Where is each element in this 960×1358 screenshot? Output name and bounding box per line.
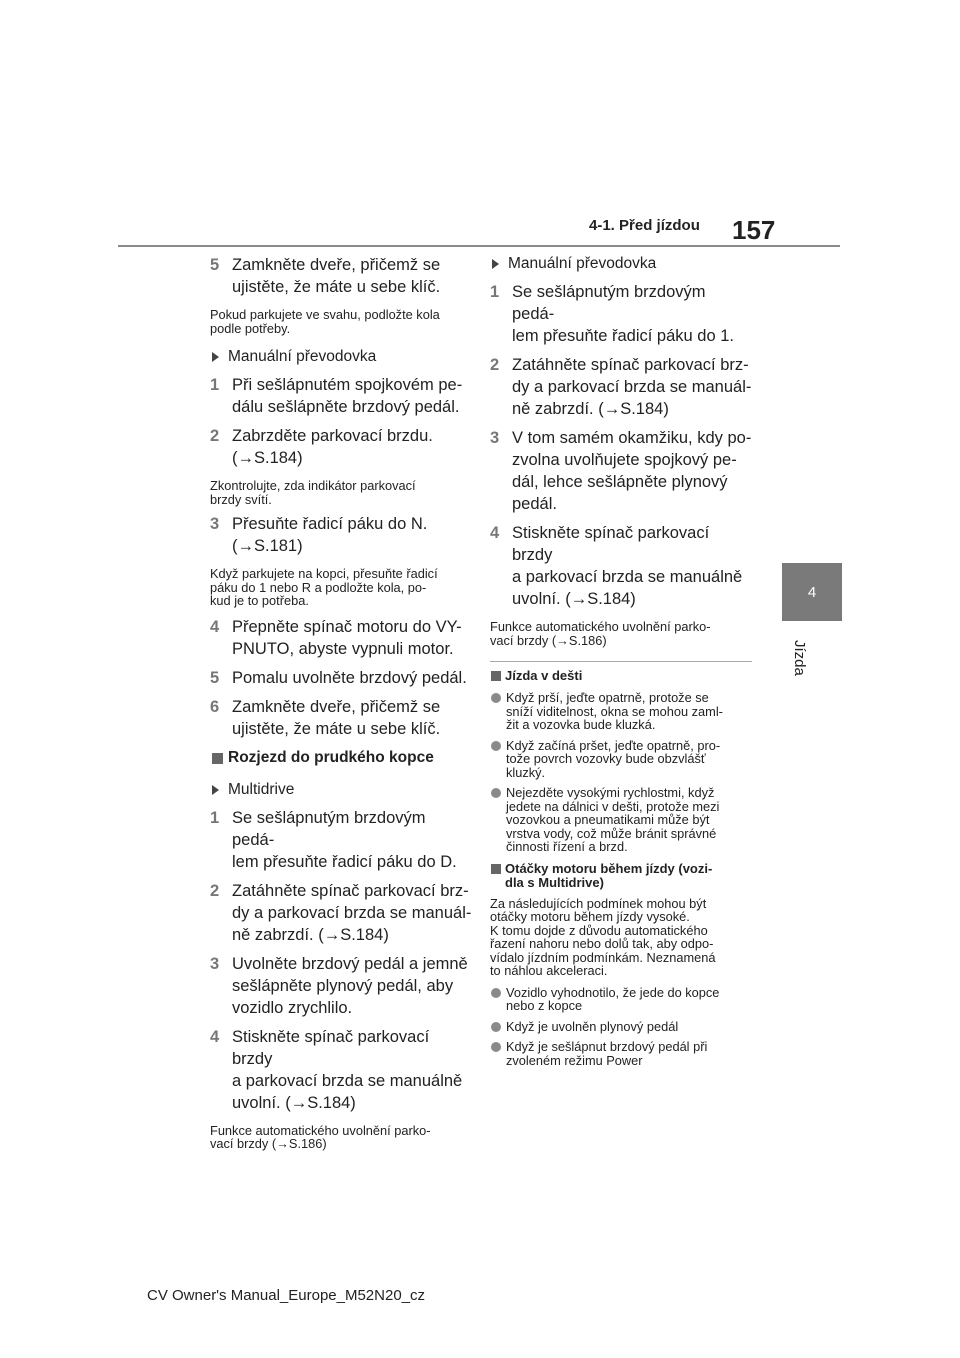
- footer-text: CV Owner's Manual_Europe_M52N20_cz: [147, 1287, 426, 1304]
- circle-bullet-icon: [491, 693, 501, 703]
- step-number: 4: [210, 1027, 220, 1046]
- step: [490, 522, 752, 610]
- circle-bullet-icon: [491, 741, 501, 751]
- note-line: Když parkujete na kopci, přesuňte řadicí: [210, 566, 438, 581]
- step-number: 1: [210, 376, 220, 394]
- step-line: uvolní. (→S.184): [232, 1093, 356, 1112]
- step-number: 6: [210, 697, 220, 716]
- bullet-line: Když je uvolněn plynový pedál: [506, 1018, 679, 1034]
- step-line: Se sešlápnutým brzdovým pedá-: [512, 283, 706, 323]
- step-line: lem přesuňte řadicí páku do D.: [232, 852, 457, 871]
- note-line: brzdy svítí.: [210, 491, 272, 507]
- step-line: (→S.181): [232, 537, 303, 555]
- section-heading: [210, 748, 472, 768]
- step-line: PNUTO, abyste vypnuli motor.: [232, 639, 454, 658]
- note-line: Funkce automatického uvolnění parko-: [490, 619, 711, 634]
- step-line: dy a parkovací brzda se manuál-: [232, 903, 472, 922]
- bullet-line: Když je sešlápnut brzdový pedál při: [506, 1039, 708, 1054]
- step-number: 1: [210, 808, 220, 827]
- note: [210, 1124, 472, 1151]
- chapter-tab-number: 4: [807, 583, 817, 601]
- note: [210, 567, 472, 608]
- step-number: 1: [490, 283, 500, 301]
- step: [210, 696, 472, 740]
- bullet-item: [490, 1020, 752, 1034]
- step-number: 4: [210, 617, 220, 636]
- step-line: Uvolněte brzdový pedál a jemně: [232, 954, 468, 973]
- bullet-item: [490, 986, 752, 1013]
- step: [210, 374, 472, 418]
- step-line: lem přesuňte řadicí páku do 1.: [512, 327, 734, 345]
- step: [210, 953, 472, 1019]
- note-line: Funkce automatického uvolnění parko-: [210, 1122, 431, 1138]
- step-number: 4: [490, 524, 500, 542]
- bullet-line: sníží viditelnost, okna se mohou zaml-: [506, 703, 723, 719]
- circle-bullet-icon: [491, 1022, 501, 1032]
- note-line: kud je to potřeba.: [210, 593, 309, 608]
- subsection-text: Manuální převodovka: [228, 348, 377, 365]
- subsection-label: [210, 780, 472, 800]
- step-line: pedál.: [512, 495, 557, 513]
- step-line: sešlápněte plynový pedál, aby: [232, 976, 454, 995]
- paragraph-line: Za následujících podmínek mohou být: [490, 895, 707, 911]
- step-line: dál, lehce sešlápněte plynový: [512, 473, 728, 491]
- step-number: 3: [210, 515, 220, 533]
- step-line: ně zabrzdí. (→S.184): [512, 400, 669, 418]
- bullet-line: Když začíná pršet, jeďte opatrně, pro-: [506, 737, 721, 753]
- circle-bullet-icon: [491, 788, 501, 798]
- step-line: ně zabrzdí. (→S.184): [232, 925, 389, 944]
- bullet-item: [490, 691, 752, 732]
- step-line: uvolní. (→S.184): [512, 590, 636, 608]
- step: [210, 254, 472, 298]
- step: [490, 281, 752, 347]
- square-bullet-icon: [491, 671, 501, 681]
- step: [210, 513, 472, 557]
- step-number: 2: [490, 356, 500, 374]
- step-line: a parkovací brzda se manuálně: [512, 568, 743, 586]
- note-line: vací brzdy (→S.186): [490, 632, 607, 648]
- section-heading-text: Rozjezd do prudkého kopce: [228, 748, 434, 766]
- paragraph: [490, 897, 752, 978]
- step: [490, 354, 752, 420]
- bullet-line: tože povrch vozovky bude obzvlášť: [506, 751, 706, 766]
- step: [210, 425, 472, 469]
- note-line: Zkontrolujte, zda indikátor parkovací: [210, 478, 416, 493]
- bullet-item: [490, 786, 752, 854]
- subsection-label: [210, 347, 472, 367]
- circle-bullet-icon: [491, 988, 501, 998]
- step-line: a parkovací brzda se manuálně: [232, 1071, 463, 1090]
- paragraph-line: otáčky motoru během jízdy vysoké.: [490, 909, 690, 924]
- bullet-line: zvoleném režimu Power: [506, 1052, 643, 1068]
- section-divider: [490, 661, 752, 662]
- step-number: 5: [210, 256, 220, 274]
- subsection-text: Manuální převodovka: [508, 255, 657, 272]
- paragraph-line: to náhlou akceleraci.: [490, 963, 608, 978]
- step-number: 2: [210, 427, 220, 445]
- section-heading-text: Otáčky motoru během jízdy (vozi-: [505, 860, 713, 876]
- bullet-line: Když prší, jeďte opatrně, protože se: [506, 690, 709, 705]
- bullet-line: Vozidlo vyhodnotilo, že jede do kopce: [506, 984, 720, 1000]
- step-line: Zatáhněte spínač parkovací brz-: [232, 881, 469, 900]
- step: [210, 616, 472, 660]
- bullet-line: kluzký.: [506, 764, 546, 780]
- step-line: ujistěte, že máte u sebe klíč.: [232, 278, 441, 296]
- step-number: 3: [210, 954, 220, 973]
- step-line: Se sešlápnutým brzdovým pedá-: [232, 808, 426, 849]
- step-line: Stiskněte spínač parkovací brzdy: [232, 1027, 430, 1068]
- step-line: Zamkněte dveře, přičemž se: [232, 697, 441, 716]
- note: [210, 479, 472, 506]
- step-number: 5: [210, 668, 220, 687]
- step: [210, 807, 472, 873]
- paragraph-line: řazení nahoru nebo dolů tak, aby odpo-: [490, 936, 714, 951]
- note: [210, 308, 472, 335]
- note-line: podle potřeby.: [210, 320, 291, 336]
- step: [210, 1026, 472, 1114]
- step-line: Zabrzděte parkovací brzdu.: [232, 427, 433, 445]
- step-line: Zatáhněte spínač parkovací brz-: [512, 356, 749, 374]
- step-line: zvolna uvolňujete spojkový pe-: [512, 451, 737, 469]
- subsection-text: Multidrive: [228, 780, 295, 798]
- chapter-tab-label: Jízda: [791, 640, 808, 676]
- section-heading: [490, 669, 752, 683]
- note-line: vací brzdy (→S.186): [210, 1136, 327, 1151]
- chapter-tab-label-wrap: [786, 640, 808, 680]
- step-line: dy a parkovací brzda se manuál-: [512, 378, 752, 396]
- left-column: [210, 250, 472, 1151]
- right-column: [490, 250, 752, 1067]
- header-rule: [118, 245, 840, 247]
- triangle-icon: [492, 259, 499, 269]
- step-line: Přesuňte řadicí páku do N.: [232, 515, 428, 533]
- section-heading-text: Jízda v dešti: [505, 668, 583, 683]
- note-line: páku do 1 nebo R a podložte kola, po-: [210, 579, 427, 595]
- step-line: Při sešlápnutém spojkovém pe-: [232, 376, 463, 394]
- bullet-item: [490, 739, 752, 780]
- page-number: 157: [732, 215, 776, 245]
- step-number: 3: [490, 429, 500, 447]
- step-line: Zamkněte dveře, přičemž se: [232, 256, 441, 274]
- step-line: ujistěte, že máte u sebe klíč.: [232, 719, 441, 738]
- step-line: vozidlo zrychlilo.: [232, 998, 353, 1017]
- step-number: 2: [210, 881, 220, 900]
- step-line: Přepněte spínač motoru do VY-: [232, 617, 462, 636]
- bullet-line: vrstva vody, což může bránit správné: [506, 825, 717, 841]
- bullet-item: [490, 1040, 752, 1067]
- bullet-line: žit a vozovka bude kluzká.: [506, 717, 656, 732]
- step: [490, 427, 752, 515]
- section-title: 4-1. Před jízdou: [589, 217, 700, 234]
- step: [210, 880, 472, 946]
- bullet-line: nebo z kopce: [506, 998, 583, 1013]
- circle-bullet-icon: [491, 1042, 501, 1052]
- square-bullet-icon: [212, 753, 223, 764]
- bullet-line: činnosti řízení a brzd.: [506, 839, 628, 854]
- section-heading-text: dla s Multidrive): [505, 874, 604, 890]
- triangle-icon: [212, 785, 219, 795]
- step: [210, 667, 472, 689]
- chapter-tab: [782, 563, 842, 621]
- square-bullet-icon: [491, 864, 501, 874]
- subsection-label: [490, 254, 752, 274]
- bullet-line: Nejezděte vysokými rychlostmi, když: [506, 785, 715, 800]
- step-line: V tom samém okamžiku, kdy po-: [512, 429, 752, 447]
- bullet-line: jedete na dálnici v dešti, protože mezi: [506, 798, 720, 814]
- step-line: Pomalu uvolněte brzdový pedál.: [232, 668, 467, 687]
- step-line: Stiskněte spínač parkovací brzdy: [512, 524, 710, 564]
- section-heading: [490, 862, 752, 890]
- bullet-line: vozovkou a pneumatikami může být: [506, 812, 710, 827]
- paragraph-line: K tomu dojde z důvodu automatického: [490, 922, 708, 938]
- paragraph-line: vídalo jízdním podmínkám. Neznamená: [490, 949, 716, 965]
- note-line: Pokud parkujete ve svahu, podložte kola: [210, 307, 440, 322]
- note: [490, 620, 752, 647]
- triangle-icon: [212, 352, 219, 362]
- step-line: (→S.184): [232, 449, 303, 467]
- step-line: dálu sešlápněte brzdový pedál.: [232, 398, 460, 416]
